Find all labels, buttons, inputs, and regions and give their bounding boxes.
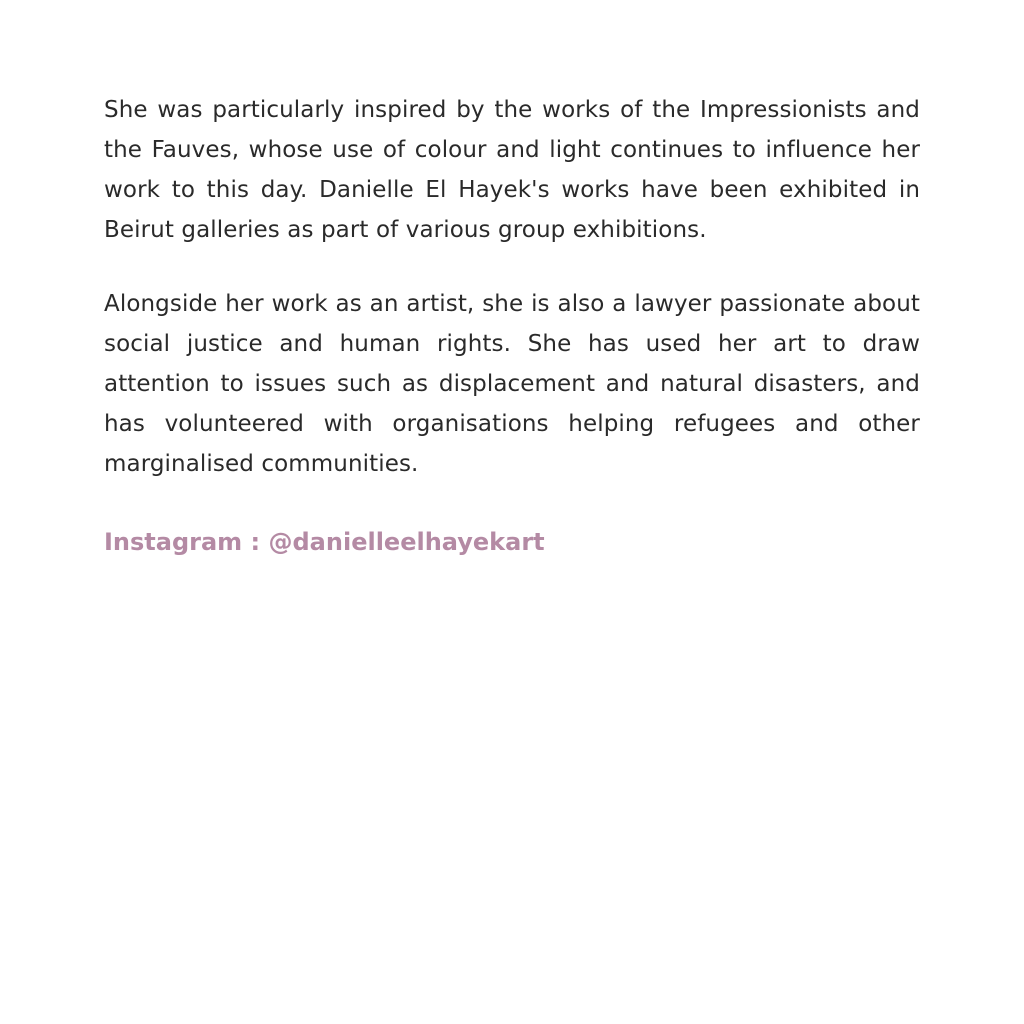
instagram-handle-link[interactable]: @danielleelhayekart — [268, 528, 545, 556]
bio-paragraph-advocacy: Alongside her work as an artist, she is also a lawyer passionate about social justice and human rights. She has used her art to draw attention to issues such as displacement and natural disasters, and has volunteered with organisations helping refugees and other marginalised communities. — [104, 291, 920, 477]
bio-paragraph-influences: She was particularly inspired by the works of the Impressionists and the Fauves, whose use of colour and light continues to influence her work to this day. Danielle El Hayek's works have been exhibited in Beirut galleries as part of various group exhibitions. — [104, 97, 920, 243]
instagram-line — [104, 522, 920, 562]
instagram-label: Instagram : — [104, 528, 269, 556]
